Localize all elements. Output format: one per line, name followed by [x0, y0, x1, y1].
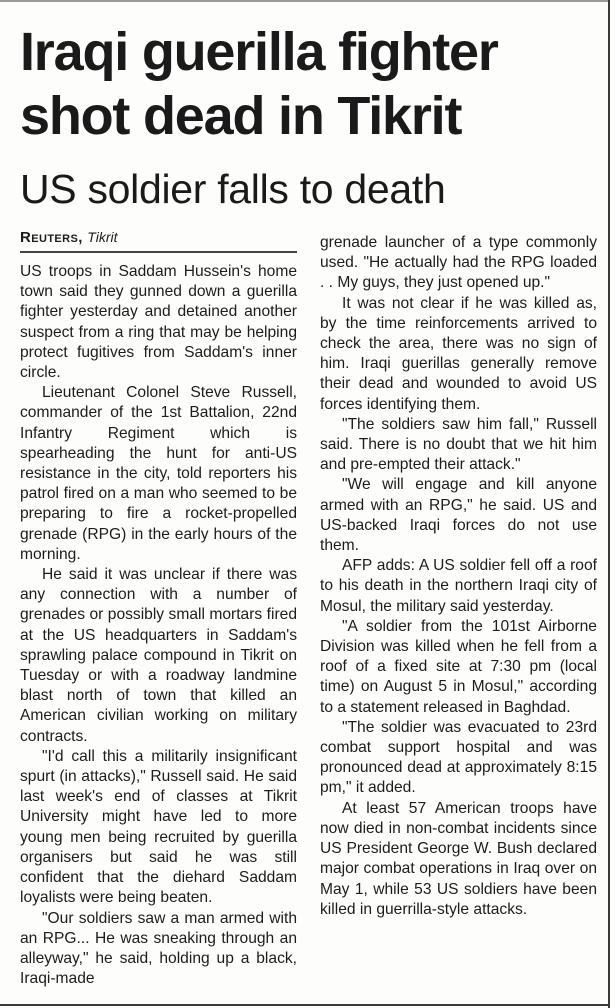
paragraph: "We will engage and kill anyone armed with an RPG," he said. US and US-backed Iraqi forces do not use them.: [320, 476, 597, 555]
paragraph: US troops in Saddam Hussein's home town said they gunned down a guerilla fighter yesterday and detained another suspect from a ring that may be helping protect fugitives from Saddam's inner circle.: [20, 263, 297, 382]
article-column-2: [320, 233, 597, 920]
byline: [20, 229, 297, 253]
paragraph: "The soldiers saw him fall," Russell said. There is no doubt that we hit him and pre-empted their attack.": [320, 415, 597, 474]
paragraph: He said it was unclear if there was any connection with a number of grenades or possibly small mortars fired at the US headquarters in Saddam's sprawling palace compound in Tikrit on Tuesday or with a roadway landmine blast north of town that killed an American civilian working on military contracts.: [20, 566, 297, 745]
paragraph: At least 57 American troops have now died in non-combat incidents since US President George W. Bush declared major combat operations in Iraq over on May 1, while 53 US soldiers have been killed in guerrilla-style attacks.: [320, 799, 597, 918]
byline-location: Tikrit: [87, 229, 118, 245]
paragraph: It was not clear if he was killed as, by the time reinforcements arrived to check the area, there was no sign of him. Iraqi guerillas generally remove their dead and wounded to avoid US forces identifying them.: [320, 294, 597, 413]
paragraph: Lieutenant Colonel Steve Russell, commander of the 1st Battalion, 22nd Infantry Regiment which is spearheading the hunt for anti-US resistance in the city, told reporters his patrol fired on a man who seemed to be preparing to fire a rocket-propelled grenade (RPG) in the early hours of the morning.: [20, 384, 297, 563]
clipping-right-edge: [608, 0, 610, 1008]
paragraph: "A soldier from the 101st Airborne Division was killed when he fell from a roof of a fixed site at 7:30 pm (local time) on August 5 in Mosul," according to a statement released in Baghdad.: [320, 617, 597, 716]
subheadline: US soldier falls to death: [20, 166, 446, 212]
clipping-bottom-edge: [0, 1004, 610, 1006]
paragraph: "Our soldiers saw a man armed with an RPG... He was sneaking through an alleyway," he said, holding up a black, Iraqi-made: [20, 909, 297, 988]
clipping-top-edge: [0, 0, 610, 2]
paragraph: "The soldier was evacuated to 23rd combat support hospital and was pronounced dead at approximately 8:15 pm," it added.: [320, 718, 597, 797]
byline-agency: Reuters,: [20, 229, 83, 246]
paragraph: "I'd call this a militarily insignificant spurt (in attacks)," Russell said. He said last week's end of classes at Tikrit University might have led to more young men being recruited by guerilla organisers but said he was still confident that the diehard Saddam loyalists were being beaten.: [20, 747, 297, 907]
headline: Iraqi guerilla fighter shot dead in Tikrit: [20, 22, 498, 146]
article-column-1: [20, 262, 297, 989]
paragraph: grenade launcher of a type commonly used. "He actually had the RPG loaded . . My guys, they just opened up.": [320, 234, 597, 292]
paragraph: AFP adds: A US soldier fell off a roof to his death in the northern Iraqi city of Mosul, the military said yesterday.: [320, 557, 597, 615]
